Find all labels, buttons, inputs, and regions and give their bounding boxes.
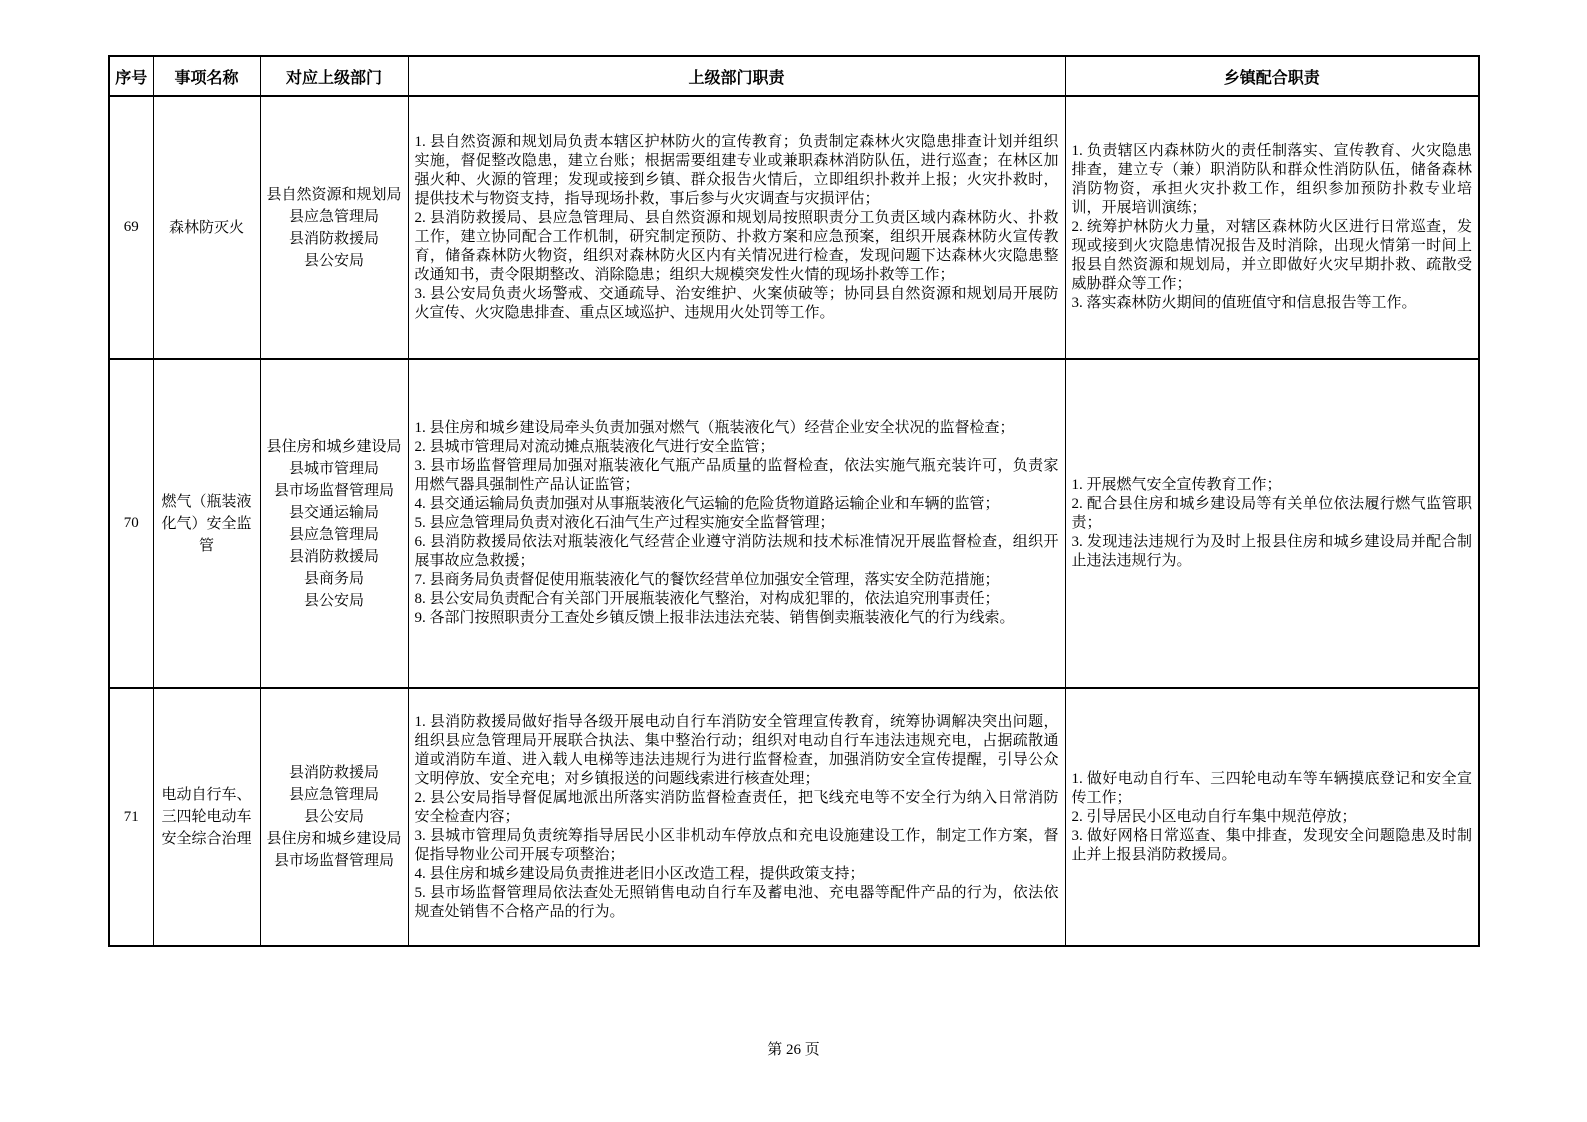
cell-township-duties [1065,688,1479,946]
department-line: 县住房和城乡建设局 [266,831,402,847]
department-line: 县公安局 [303,592,364,609]
duty-item: 3. 发现违法违规行为及时上报县住房和城乡建设局并配合制止违法违规行为。 [1071,534,1472,569]
duty-item: 2. 统筹护林防火力量，对辖区森林防火区进行日常巡查，发现或接到火灾隐患情况报告及时消除，出现火情第一时间上报县自然资源和规划局，并立即做好火灾早期扑救、疏散受威胁群众等工作； [1071,219,1472,292]
responsibility-table [108,55,1480,947]
department-line: 县交通运输局 [288,504,379,521]
duty-item: 9. 各部门按照职责分工查处乡镇反馈上报非法违法充装、销售倒卖瓶装液化气的行为线索。 [414,610,1015,626]
cell-item-name: 森林防灭火 [153,96,260,359]
header-row [109,56,1479,96]
duty-item: 8. 县公安局负责配合有关部门开展瓶装液化气整治，对构成犯罪的，依法追究刑事责任； [414,591,1000,607]
department-line: 县消防救援局 [288,765,379,781]
duty-item: 3. 县市场监督管理局加强对瓶装液化气瓶产品质量的监督检查，依法实施气瓶充装许可，负责家用燃气器具强制性产品认证监管； [414,458,1059,493]
cell-item-name: 燃气（瓶装液化气）安全监管 [153,359,260,688]
column-header-township-duties: 乡镇配合职责 [1065,56,1479,96]
department-line: 县应急管理局 [288,208,379,225]
table-row [109,96,1479,359]
duty-item: 5. 县应急管理局负责对液化石油气生产过程实施安全监督管理； [414,515,835,531]
duty-item: 2. 县公安局指导督促属地派出所落实消防监督检查责任，把飞线充电等不安全行为纳入日常消防安全检查内容； [414,789,1059,825]
duty-item: 1. 开展燃气安全宣传教育工作； [1071,477,1282,493]
duty-item: 3. 县城市管理局负责统筹指导居民小区非机动车停放点和充电设施建设工作，制定工作方案，督促指导物业公司开展专项整治； [414,827,1059,863]
cell-departments [260,688,408,946]
department-line: 县市场监督管理局 [273,482,394,499]
duty-item: 2. 引导居民小区电动自行车集中规范停放； [1071,808,1357,825]
department-line: 县城市管理局 [288,460,379,477]
department-line: 县公安局 [303,252,364,269]
duty-item: 1. 负责辖区内森林防火的责任制落实、宣传教育、火灾隐患排查，建立专（兼）职消防队和群众性消防队伍，储备森林消防物资，承担火灾扑救工作，组织参加预防扑救专业培训，开展培训演练； [1071,143,1472,216]
duty-item: 4. 县交通运输局负责加强对从事瓶装液化气运输的危险货物道路运输企业和车辆的监管； [414,496,1000,512]
duty-item: 1. 县住房和城乡建设局牵头负责加强对燃气（瓶装液化气）经营企业安全状况的监督检查； [414,420,1015,436]
cell-row-number: 70 [109,359,153,688]
cell-item-name: 电动自行车、三四轮电动车安全综合治理 [153,688,260,946]
department-line: 县应急管理局 [288,787,379,803]
cell-township-duties [1065,359,1479,688]
duty-item: 7. 县商务局负责督促使用瓶装液化气的餐饮经营单位加强安全管理，落实安全防范措施； [414,572,1000,588]
department-line: 县住房和城乡建设局 [266,438,402,455]
duty-item: 1. 县自然资源和规划局负责本辖区护林防火的宣传教育；负责制定森林火灾隐患排查计划并组织实施，督促整改隐患，建立台账；根据需要组建专业或兼职森林消防队伍，进行巡查；在林区加强火种、火源的管理；发现或接到乡镇、群众报告火情后，立即组织扑救并上报；火灾扑救时，提供技术与物资支持，指导现场扑救，事后参与火灾调查与灾损评估； [414,133,1059,207]
cell-superior-duties [408,359,1065,688]
department-line: 县商务局 [303,570,364,587]
department-line: 县应急管理局 [288,526,379,543]
column-header-superior-duties: 上级部门职责 [408,56,1065,96]
duty-item: 3. 县公安局负责火场警戒、交通疏导、治安维护、火案侦破等；协同县自然资源和规划局开展防火宣传、火灾隐患排查、重点区域巡护、违规用火处罚等工作。 [414,285,1059,321]
table-row [109,688,1479,946]
column-header-index: 序号 [109,56,153,96]
cell-township-duties [1065,96,1479,359]
duty-item: 2. 县消防救援局、县应急管理局、县自然资源和规划局按照职责分工负责区域内森林防火、扑救工作，建立协同配合工作机制，研究制定预防、扑救方案和应急预案，组织开展森林防火宣传教育，储备森林防火物资，组织对森林防火区内有关情况进行检查，发现问题下达森林火灾隐患整改通知书，责令限期整改、消除隐患；组织大规模突发性火情的现场扑救等工作； [414,209,1059,283]
duty-item: 3. 做好网格日常巡查、集中排查，发现安全问题隐患及时制止并上报县消防救援局。 [1071,827,1472,863]
cell-superior-duties [408,96,1065,359]
duty-item: 1. 做好电动自行车、三四轮电动车等车辆摸底登记和安全宣传工作； [1071,770,1472,806]
cell-row-number: 69 [109,96,153,359]
cell-row-number: 71 [109,688,153,946]
cell-superior-duties [408,688,1065,946]
cell-departments [260,359,408,688]
department-line: 县市场监督管理局 [273,853,394,869]
duty-item: 2. 配合县住房和城乡建设局等有关单位依法履行燃气监管职责； [1071,496,1472,531]
page-number: 第 26 页 [767,1042,820,1058]
department-line: 县消防救援局 [288,230,379,247]
column-header-superior-department: 对应上级部门 [260,56,408,96]
department-line: 县消防救援局 [288,548,379,565]
duty-item: 4. 县住房和城乡建设局负责推进老旧小区改造工程，提供政策支持； [414,865,865,882]
duty-item: 5. 县市场监督管理局依法查处无照销售电动自行车及蓄电池、充电器等配件产品的行为，依法依规查处销售不合格产品的行为。 [414,884,1059,920]
department-line: 县自然资源和规划局 [266,186,402,203]
duty-item: 3. 落实森林防火期间的值班值守和信息报告等工作。 [1071,295,1417,311]
duty-item: 1. 县消防救援局做好指导各级开展电动自行车消防安全管理宣传教育，统筹协调解决突出问题，组织县应急管理局开展联合执法、集中整治行动；组织对电动自行车违法违规充电，占据疏散通道或消防车道、进入载人电梯等违法违规行为进行监督检查，加强消防安全宣传提醒，引导公众文明停放、安全充电；对乡镇报送的问题线索进行核查处理； [414,713,1059,787]
department-line: 县公安局 [303,809,364,825]
table-row [109,359,1479,688]
column-header-item-name: 事项名称 [153,56,260,96]
duty-item: 2. 县城市管理局对流动摊点瓶装液化气进行安全监管； [414,439,775,455]
cell-departments [260,96,408,359]
duty-item: 6. 县消防救援局依法对瓶装液化气经营企业遵守消防法规和技术标准情况开展监督检查，组织开展事故应急救援； [414,534,1059,569]
